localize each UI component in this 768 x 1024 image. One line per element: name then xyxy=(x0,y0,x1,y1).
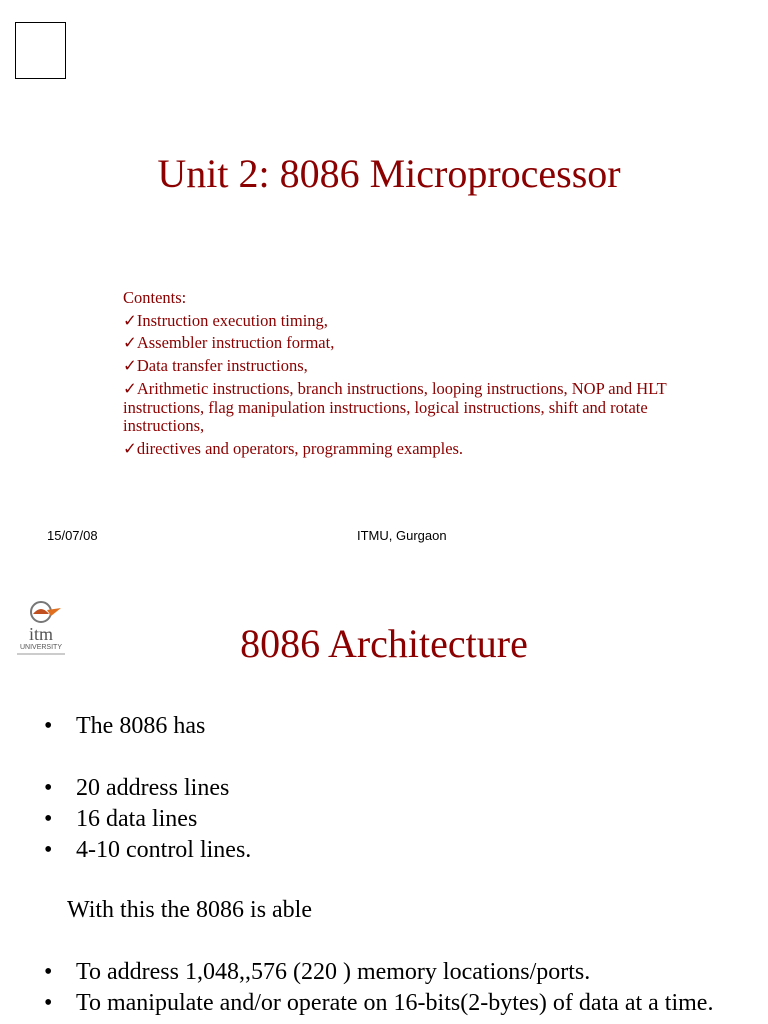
bullet-icon: • xyxy=(44,837,53,863)
bullet-icon: • xyxy=(44,806,53,832)
bullet-icon: • xyxy=(44,775,53,801)
check-icon: ✓ xyxy=(123,333,137,353)
abilities-list xyxy=(44,957,744,1019)
able-text: With this the 8086 is able xyxy=(67,897,313,923)
contents-item: ✓Arithmetic instructions, branch instructions, looping instructions, NOP and HLT instructions, flag manipulation instructions, logical instructions, shift and rotate instructions, xyxy=(123,378,667,436)
list-item: • To manipulate and/or operate on 16-bits(2-bytes) of data at a time. xyxy=(44,988,744,1019)
lines-list xyxy=(44,773,744,866)
contents-item: ✓Assembler instruction format, xyxy=(123,333,335,353)
slide-title-architecture: 8086 Architecture xyxy=(240,621,528,666)
svg-text:UNIVERSITY: UNIVERSITY xyxy=(19,644,63,651)
footer-org: ITMU, Gurgaon xyxy=(357,528,447,543)
contents-item: ✓Instruction execution timing, xyxy=(123,310,328,330)
intro-list xyxy=(44,711,744,742)
contents-item: ✓directives and operators, programming examples. xyxy=(123,438,464,458)
check-icon: ✓ xyxy=(123,378,137,398)
footer-date: 15/07/08 xyxy=(47,528,98,543)
contents-item: ✓Data transfer instructions, xyxy=(123,356,308,376)
bullet-icon: • xyxy=(44,990,53,1016)
list-item: • To address 1,048,,576 (220 ) memory locations/ports. xyxy=(44,957,744,988)
contents-heading: Contents: xyxy=(123,288,187,307)
svg-text:itm: itm xyxy=(28,624,54,644)
check-icon: ✓ xyxy=(123,438,137,458)
contents-list xyxy=(123,289,683,459)
check-icon: ✓ xyxy=(123,310,137,330)
list-item: • The 8086 has xyxy=(44,711,744,742)
logo-placeholder-box xyxy=(15,22,66,79)
check-icon: ✓ xyxy=(123,356,137,376)
list-item: • 4-10 control lines. xyxy=(44,835,744,866)
bullet-icon: • xyxy=(44,959,53,985)
slide-title: Unit 2: 8086 Microprocessor xyxy=(157,151,621,196)
list-item: • 16 data lines xyxy=(44,804,744,835)
bullet-icon: • xyxy=(44,713,53,739)
list-item: • 20 address lines xyxy=(44,773,744,804)
